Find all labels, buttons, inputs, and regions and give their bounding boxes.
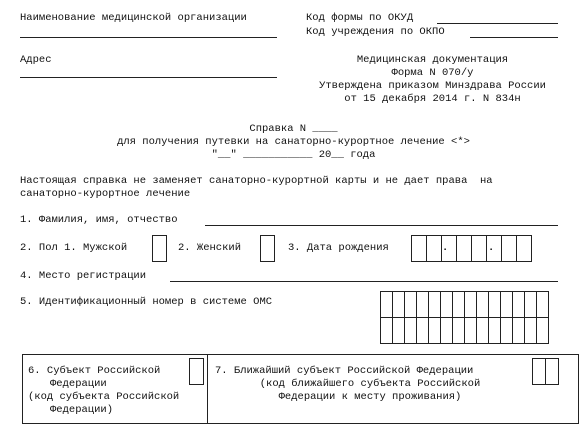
subject-label-1: 6. Субъект Российской (28, 365, 161, 377)
certificate-date: "__" ___________ 20__ года (211, 149, 376, 161)
nearest-subject-label-3: Федерации к месту проживания) (278, 391, 462, 403)
birth-date-cells[interactable] (411, 235, 531, 262)
approval-line-3: Утверждена приказом Минздрава России (319, 80, 546, 92)
oms-number-row-1[interactable] (380, 291, 548, 318)
date-separator-2: . (488, 242, 495, 254)
subject-code-cell[interactable] (189, 358, 204, 385)
full-name-line[interactable] (205, 225, 558, 226)
approval-line-2: Форма N 070/у (391, 67, 474, 79)
nearest-subject-label-1: 7. Ближайший субъект Российской Федерации (215, 365, 474, 377)
date-separator-1: . (442, 242, 449, 254)
certificate-purpose: для получения путевки на санаторно-курортное лечение <*> (117, 136, 470, 148)
approval-line-4: от 15 декабря 2014 г. N 834н (344, 93, 521, 105)
notice-line-2: санаторно-курортное лечение (20, 188, 191, 200)
nearest-subject-label-2: (код ближайшего субъекта Российской (259, 378, 481, 390)
nearest-subject-code-cell-2[interactable] (545, 358, 559, 385)
birth-date-label: 3. Дата рождения (288, 242, 389, 254)
registration-label: 4. Место регистрации (20, 270, 147, 282)
nearest-subject-code-cells[interactable] (532, 358, 558, 385)
subject-panel-divider (207, 354, 208, 424)
certificate-number: Справка N ____ (249, 123, 338, 135)
birth-day-cell-1[interactable] (411, 235, 427, 262)
registration-line[interactable] (170, 281, 558, 282)
subject-label-2: Федерации (50, 378, 107, 390)
birth-year-cell-4[interactable] (516, 235, 532, 262)
oms-cell[interactable] (536, 291, 549, 318)
okpo-line[interactable] (470, 37, 558, 38)
subject-label-3: (код субъекта Российской (28, 391, 180, 403)
birth-day-cell-2[interactable] (426, 235, 442, 262)
birth-month-cell-2[interactable] (456, 235, 472, 262)
full-name-label: 1. Фамилия, имя, отчество (20, 214, 178, 226)
org-name-label: Наименование медицинской организации (20, 12, 247, 24)
okud-label: Код формы по ОКУД (306, 12, 414, 24)
notice-line-1: Настоящая справка не заменяет санаторно-курортной карты и не дает права на (20, 175, 493, 187)
sex-label: 2. Пол 1. Мужской (20, 242, 128, 254)
male-checkbox[interactable] (152, 235, 167, 262)
org-name-line[interactable] (20, 37, 277, 38)
approval-line-1: Медицинская документация (356, 54, 509, 66)
okpo-label: Код учреждения по ОКПО (306, 26, 445, 38)
oms-number-label: 5. Идентификационный номер в системе ОМС (20, 296, 273, 308)
address-line[interactable] (20, 77, 277, 78)
birth-year-cell-3[interactable] (501, 235, 517, 262)
okud-line[interactable] (437, 23, 558, 24)
oms-cell[interactable] (536, 317, 549, 344)
female-checkbox[interactable] (260, 235, 275, 262)
address-label: Адрес (20, 54, 52, 66)
female-label: 2. Женский (178, 242, 242, 254)
subject-label-4: Федерации) (50, 404, 114, 416)
nearest-subject-code-cell-1[interactable] (532, 358, 546, 385)
oms-number-row-2[interactable] (380, 317, 548, 344)
birth-year-cell-1[interactable] (471, 235, 487, 262)
